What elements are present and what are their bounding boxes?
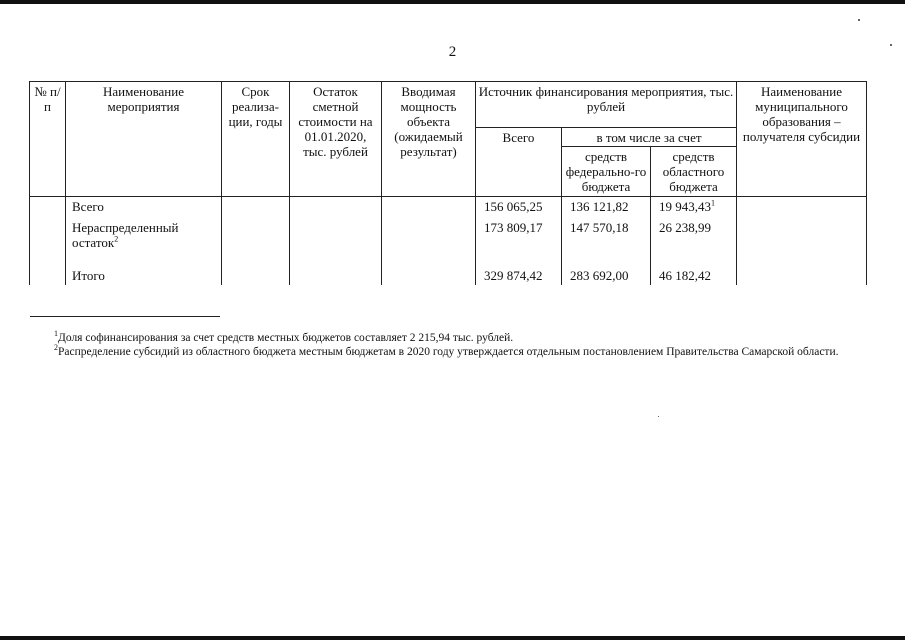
footnote-separator <box>30 316 220 317</box>
footnote-2 <box>29 345 884 359</box>
header-balance: Остаток сметной стоимости на 01.01.2020, тыс. рублей <box>290 82 382 197</box>
header-municipality: Наименование муниципального образования – получателя субсидии <box>737 82 867 197</box>
row-name: Всего <box>72 199 104 214</box>
footnote-1 <box>29 331 884 345</box>
row-regional-footnote-mark: 1 <box>711 198 715 208</box>
scan-speck <box>658 416 659 417</box>
row-regional: 26 238,99 <box>659 220 711 235</box>
table-row <box>30 252 867 285</box>
row-name-footnote-mark: 2 <box>114 234 119 244</box>
row-regional: 19 943,43 <box>659 199 711 214</box>
row-name: Нераспределенный остаток <box>72 220 179 250</box>
page-number: 2 <box>448 44 457 60</box>
row-total: 156 065,25 <box>476 197 562 217</box>
row-federal: 136 121,82 <box>562 197 651 217</box>
header-name: Наименование мероприятия <box>66 82 222 197</box>
row-federal: 147 570,18 <box>562 216 651 252</box>
header-term: Срок реализа-ции, годы <box>222 82 290 197</box>
scan-speck <box>858 19 860 21</box>
footnote-text: Распределение субсидий из областного бюджета местным бюджетам в 2020 году утверждается отдельным постановлением Правительства Самарской области. <box>58 346 839 358</box>
funding-table <box>29 81 867 285</box>
table-row <box>30 197 867 217</box>
table-row <box>30 216 867 252</box>
footnote-mark: 1 <box>54 329 58 339</box>
row-name: Итого <box>72 268 105 283</box>
header-capacity: Вводимая мощность объекта (ожидаемый результат) <box>382 82 476 197</box>
footnote-mark: 2 <box>54 343 58 353</box>
row-regional: 46 182,42 <box>659 268 711 283</box>
header-regional: средств областного бюджета <box>651 147 737 197</box>
header-federal: средств федерально-го бюджета <box>562 147 651 197</box>
footnote-text: Доля софинансирования за счет средств местных бюджетов составляет 2 215,94 тыс. рублей. <box>58 332 514 344</box>
row-total: 329 874,42 <box>476 252 562 285</box>
row-federal: 283 692,00 <box>562 252 651 285</box>
header-source: Источник финансирования мероприятия, тыс. рублей <box>476 82 737 128</box>
bottom-border <box>0 636 905 640</box>
header-including: в том числе за счет <box>562 128 737 147</box>
header-total: Всего <box>476 128 562 197</box>
row-total: 173 809,17 <box>476 216 562 252</box>
header-num: № п/п <box>30 82 66 197</box>
top-border <box>0 0 905 4</box>
